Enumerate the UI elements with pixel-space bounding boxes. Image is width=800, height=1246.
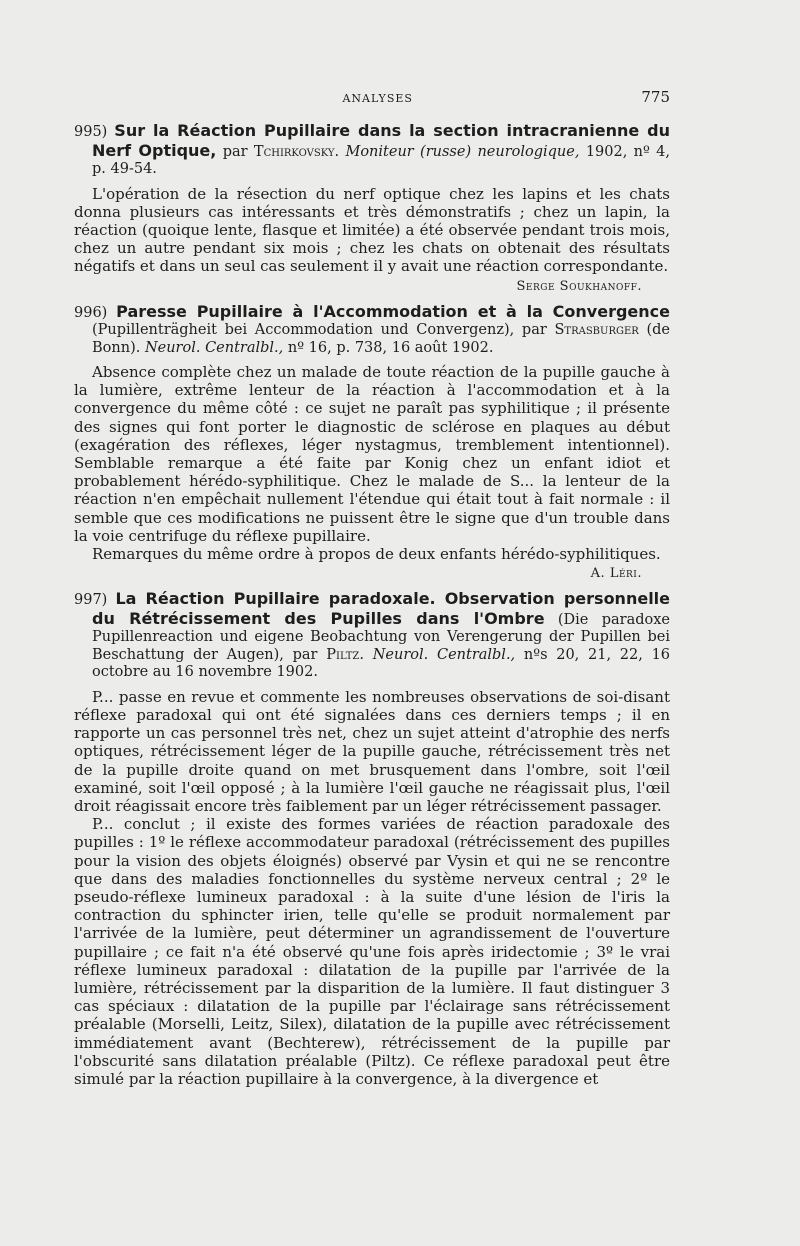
running-head: [74, 88, 670, 112]
entry-by: par: [222, 143, 248, 160]
entry-heading: [74, 122, 670, 179]
entry-body: [74, 185, 670, 276]
entry-details: nºs 20, 21, 22, 16 octobre au 16 novembre 1902.: [92, 646, 671, 681]
paragraph: P... passe en revue et commente les nombreuses observations de soi-disant réflexe paradoxal qui ont été signalées dans ces derniers temps ; il en rapporte un cas personnel très net, chez un sujet atteint d'atrophie des nerfs optiques, rétrécissement léger de la pupille gauche, rétrécissement très net de la pupille droite quand on met brusquement dans l'ombre, soit l'œil examiné, soit l'œil opposé ; à la lumière l'œil gauche ne réagissait plus, l'œil droit réagissait encore très faiblement par un léger rétrécissement passager.: [74, 687, 670, 815]
entry-source: Moniteur (russe) neurologique,: [345, 143, 580, 160]
entry-signature: A. Léri.: [590, 566, 642, 582]
entry-heading: [74, 590, 670, 682]
entry-source: Neurol. Centralbl.,: [144, 339, 284, 356]
entry-995: [74, 122, 670, 295]
entry-title: Sur la Réaction Pupillaire dans la section intracranienne du Nerf Optique,: [92, 121, 671, 160]
entry-title: Paresse Pupillaire à l'Accommodation et à la Convergence: [116, 301, 670, 321]
entry-author: Tchirkovsky.: [253, 143, 340, 160]
entry-signature: Serge Soukhanoff.: [516, 278, 642, 294]
entry-source: Neurol. Centralbl.,: [372, 646, 516, 663]
entry-details: 1902, nº 4, p. 49-54.: [92, 143, 670, 177]
entry-heading: [74, 303, 670, 358]
entry-number: 997): [74, 592, 108, 609]
text-column: [74, 88, 670, 1094]
running-title: ANALYSES: [342, 92, 413, 105]
paragraph: L'opération de la résection du nerf optique chez les lapins et les chats donna plusieurs cas intéressants et très démonstratifs ; chez un lapin, la réaction (quoique lente, flasque et limitée) a été observée pendant trois mois, chez un autre pendant six mois ; chez les chats on obtenait des résultats négatifs et dans un seul cas seulement il y avait une réaction correspondante.: [74, 184, 670, 276]
paragraph: Absence complète chez un malade de toute réaction de la pupille gauche à la lumière, extrême lenteur de la réaction à l'accommodation et à la convergence du même côté : ce sujet ne paraît pas syphilitique ; il présente des signes qui font porter le diagnostic de sclérose en plaques au début (exagération des réflexes, léger nystagmus, tremblement intentionnel). Semblable remarque a été faite par Konig chez un enfant idiot et probablement hérédo-syphilitique. Chez le malade de S... la lenteur de la réaction n'en empêchait nullement l'étendue qui était tout à fait normale : il semble que ces modifications ne puissent être le signe que d'un trouble dans la voie centrifuge du réflexe pupillaire.: [74, 363, 670, 545]
entry-subtitle: (Pupillenträgheit bei Accommodation und Convergenz), par: [92, 322, 547, 339]
entry-title: La Réaction Pupillaire paradoxale. Observation personnelle du Rétrécissement des Pupilles dans l'Ombre: [92, 589, 671, 628]
entry-author: Piltz.: [326, 646, 364, 663]
entry-997: [74, 590, 670, 1088]
entry-996: [74, 303, 670, 583]
entry-affiliation: (de Bonn).: [92, 322, 671, 356]
entry-body: [74, 688, 670, 1088]
entry-body: [74, 363, 670, 563]
entry-subtitle: (Die paradoxe Pupillenreaction und eigene Beobachtung von Verengerung der Pupillen bei Beschattung der Augen), par: [92, 611, 670, 663]
paragraph: P... conclut ; il existe des formes variées de réaction paradoxale des pupilles : 1º le réflexe accommodateur paradoxal (rétrécissement des pupilles pour la vision des objets éloignés) observé par Vysin et qui ne se rencontre que dans des maladies fonctionnelles du système nerveux central ; 2º le pseudo-réflexe lumineux paradoxal : à la suite d'une lésion de l'iris la contraction du sphincter irien, telle qu'elle se produit normalement par l'arrivée de la lumière, peut déterminer un agrandissement de l'ouverture pupillaire ; ce fait n'a été observé qu'une fois après iridectomie ; 3º le vrai réflexe lumineux paradoxal : dilatation de la pupille par l'arrivée de la lumière, rétrécissement par la disparition de la lumière. Il faut distinguer 3 cas spéciaux : dilatation de la pupille par l'éclairage sans rétrécissement préalable (Morselli, Leitz, Silex), dilatation de la pupille avec rétrécissement immédiatement avant (Bechterew), rétrécissement de la pupille par l'obscurité sans dilatation préalable (Piltz). Ce réflexe paradoxal peut être simulé par la réaction pupillaire à la convergence, à la divergence et: [74, 815, 670, 1089]
page-number: 775: [641, 88, 670, 106]
entry-number: 995): [74, 124, 108, 140]
entry-details: nº 16, p. 738, 16 août 1902.: [287, 339, 494, 356]
entry-number: 996): [74, 304, 108, 321]
entry-author: Strasburger: [554, 322, 639, 339]
paragraph: Remarques du même ordre à propos de deux enfants hérédo-syphilitiques.: [92, 545, 661, 564]
